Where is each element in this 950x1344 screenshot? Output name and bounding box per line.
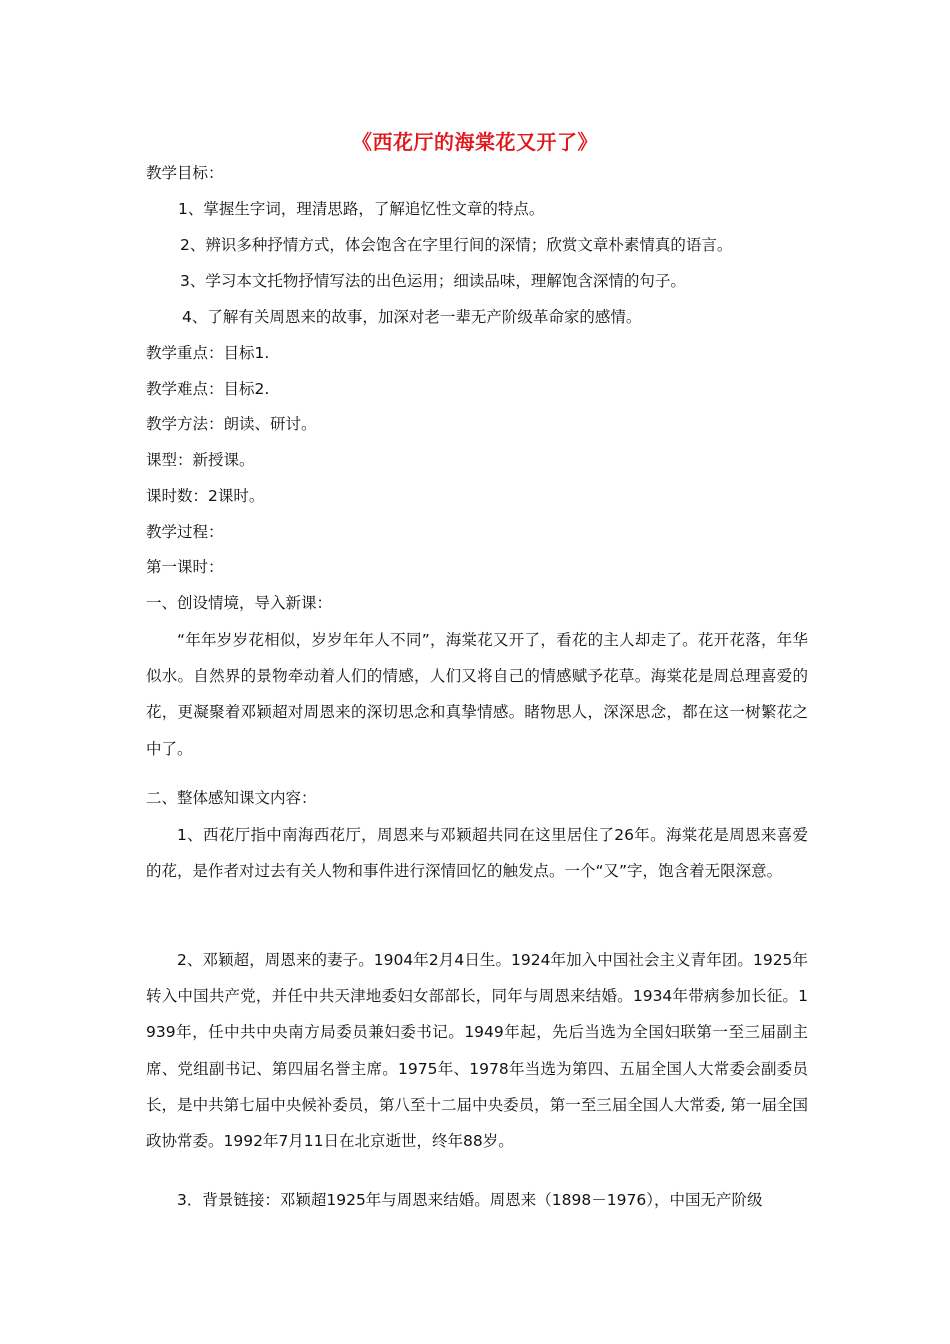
process-heading: 教学过程：: [146, 523, 224, 541]
section1-paragraph: “年年岁岁花相似，岁岁年年人不同”，海棠花又开了，看花的主人却走了。花开花落，年华似水。自然界的景物牵动着人们的情感，人们又将自己的情感赋予花草。海棠花是周总理喜爱的花，更凝聚着邓颖超对周恩来的深切思念和真挚情感。睹物思人，深深思念，都在这一树繁花之中了。: [146, 631, 808, 758]
period-count: 课时数：2课时。: [146, 487, 265, 505]
first-period-heading: 第一课时：: [146, 558, 224, 576]
lesson-type: 课型：新授课。: [146, 451, 255, 469]
objective-item-2: 2、辨识多种抒情方式，体会饱含在字里行间的深情；欣赏文章朴素情真的语言。: [180, 236, 733, 254]
objective-item-3: 3、学习本文托物抒情写法的出色运用；细读品味，理解饱含深情的句子。: [180, 272, 686, 290]
objective-item-4: 4、了解有关周恩来的故事，加深对老一辈无产阶级革命家的感情。: [182, 308, 642, 326]
section2-paragraph-1: 1、西花厅指中南海西花厅，周恩来与邓颖超共同在这里居住了26年。海棠花是周恩来喜爱的花，是作者对过去有关人物和事件进行深情回忆的触发点。一个“又”字，饱含着无限深意。: [146, 826, 808, 881]
section2-paragraph-2: 2、邓颖超，周恩来的妻子。1904年2月4日生。1924年加入中国社会主义青年团。1925年转入中国共产党，并任中共天津地委妇女部部长，同年与周恩来结婚。1934年带病参加长征。1939年，任中共中央南方局委员兼妇委书记。1949年起，先后当选为全国妇联第一至三届副主席、党组副书记、第四届名誉主席。1975年、1978年当选为第四、五届全国人大常委会副委员长，是中共第七届中央候补委员，第八至十二届中央委员，第一至三届全国人大常委, 第一届全国政协常委。1992年7月11日在北京逝世，终年88岁。: [146, 951, 808, 1151]
objective-item-1: 1、掌握生字词，理清思路，了解追忆性文章的特点。: [178, 200, 545, 218]
teaching-method: 教学方法：朗读、研讨。: [146, 415, 317, 433]
section2-heading: 二、整体感知课文内容：: [146, 789, 317, 807]
key-point: 教学重点：目标1.: [146, 344, 270, 362]
document-title: 《西花厅的海棠花又开了》: [352, 130, 598, 154]
section2-paragraph-3: 3．背景链接：邓颖超1925年与周恩来结婚。周恩来（1898－1976），中国无产阶级: [177, 1191, 763, 1209]
section1-heading: 一、创设情境，导入新课：: [146, 594, 333, 612]
objectives-heading: 教学目标：: [146, 164, 224, 182]
difficulty: 教学难点：目标2.: [146, 380, 270, 398]
